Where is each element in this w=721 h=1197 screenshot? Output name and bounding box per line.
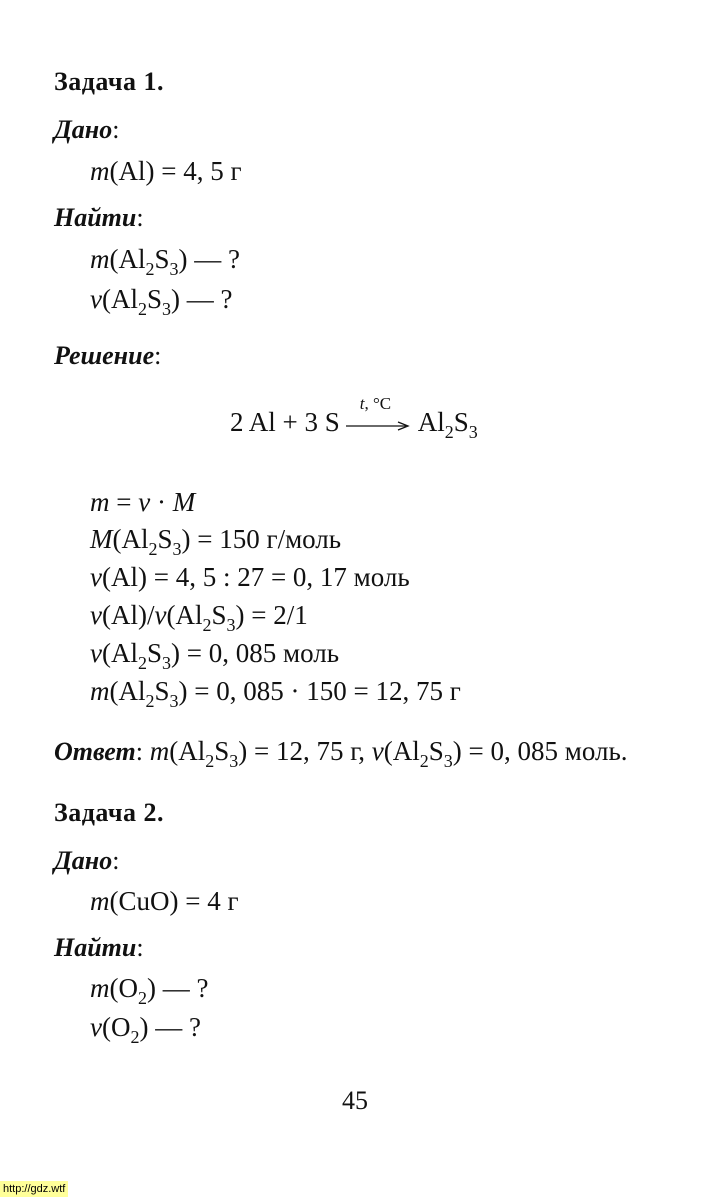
task1-heading: Задача 1. (54, 67, 164, 96)
answer-text: $m(Al_2S_3) = 12$, 75 г, $\nu(Al_2S_3) = 0$, 085 моль. (149, 736, 628, 771)
reaction-right: $Al_2S_3$ (417, 407, 478, 442)
reaction-left: 2 Al + 3 S (230, 407, 340, 437)
task2-given-mass-cuo: m(CuO) = 4 г (90, 886, 239, 916)
task1-given-label: Дано: (54, 115, 120, 144)
task1-find-amount: $\nu(Al_2S_3)$ — ? (90, 284, 233, 319)
reaction-condition: t, °C (359, 393, 392, 413)
task1-solution-label: Решение: (54, 341, 162, 370)
arrow-right-icon (346, 421, 410, 431)
task1-find-mass: $m(Al_2S_3)$ — ? (90, 244, 241, 279)
task2-given-label: Дано: (54, 846, 120, 875)
answer-label: Ответ: (54, 737, 143, 766)
amount-product: $\nu(Al_2S_3) = 0$, 085 моль (90, 638, 340, 673)
task2-find-amount: $\nu(O_2)$ — ? (90, 1012, 201, 1047)
task1-given-mass-al: m(Al) = 4, 5 г (90, 156, 242, 186)
task1-answer (54, 735, 628, 771)
mass-product: $m(Al_2S_3) = 0$, 085 · 150 = 12, 75 г (90, 676, 461, 711)
amount-al: ν(Al) = 4, 5 : 27 = 0, 17 моль (90, 562, 410, 592)
watermark-link[interactable]: http://gdz.wtf (0, 1181, 68, 1197)
formula-general: m = ν · M (90, 487, 196, 517)
reaction-arrow (346, 393, 410, 435)
page-number: 45 (342, 1086, 368, 1115)
reaction-equation (230, 393, 478, 442)
molar-mass: $M(Al_2S_3) = 150$ г/моль (90, 524, 342, 559)
mole-ratio: $\nu(Al)/\nu(Al_2S_3) = 2/1$ (90, 600, 308, 635)
task2-find-label: Найти: (54, 933, 144, 962)
task2-heading: Задача 2. (54, 798, 164, 827)
task1-find-label: Найти: (54, 203, 144, 232)
task2-find-mass: $m(O_2)$ — ? (90, 973, 209, 1008)
